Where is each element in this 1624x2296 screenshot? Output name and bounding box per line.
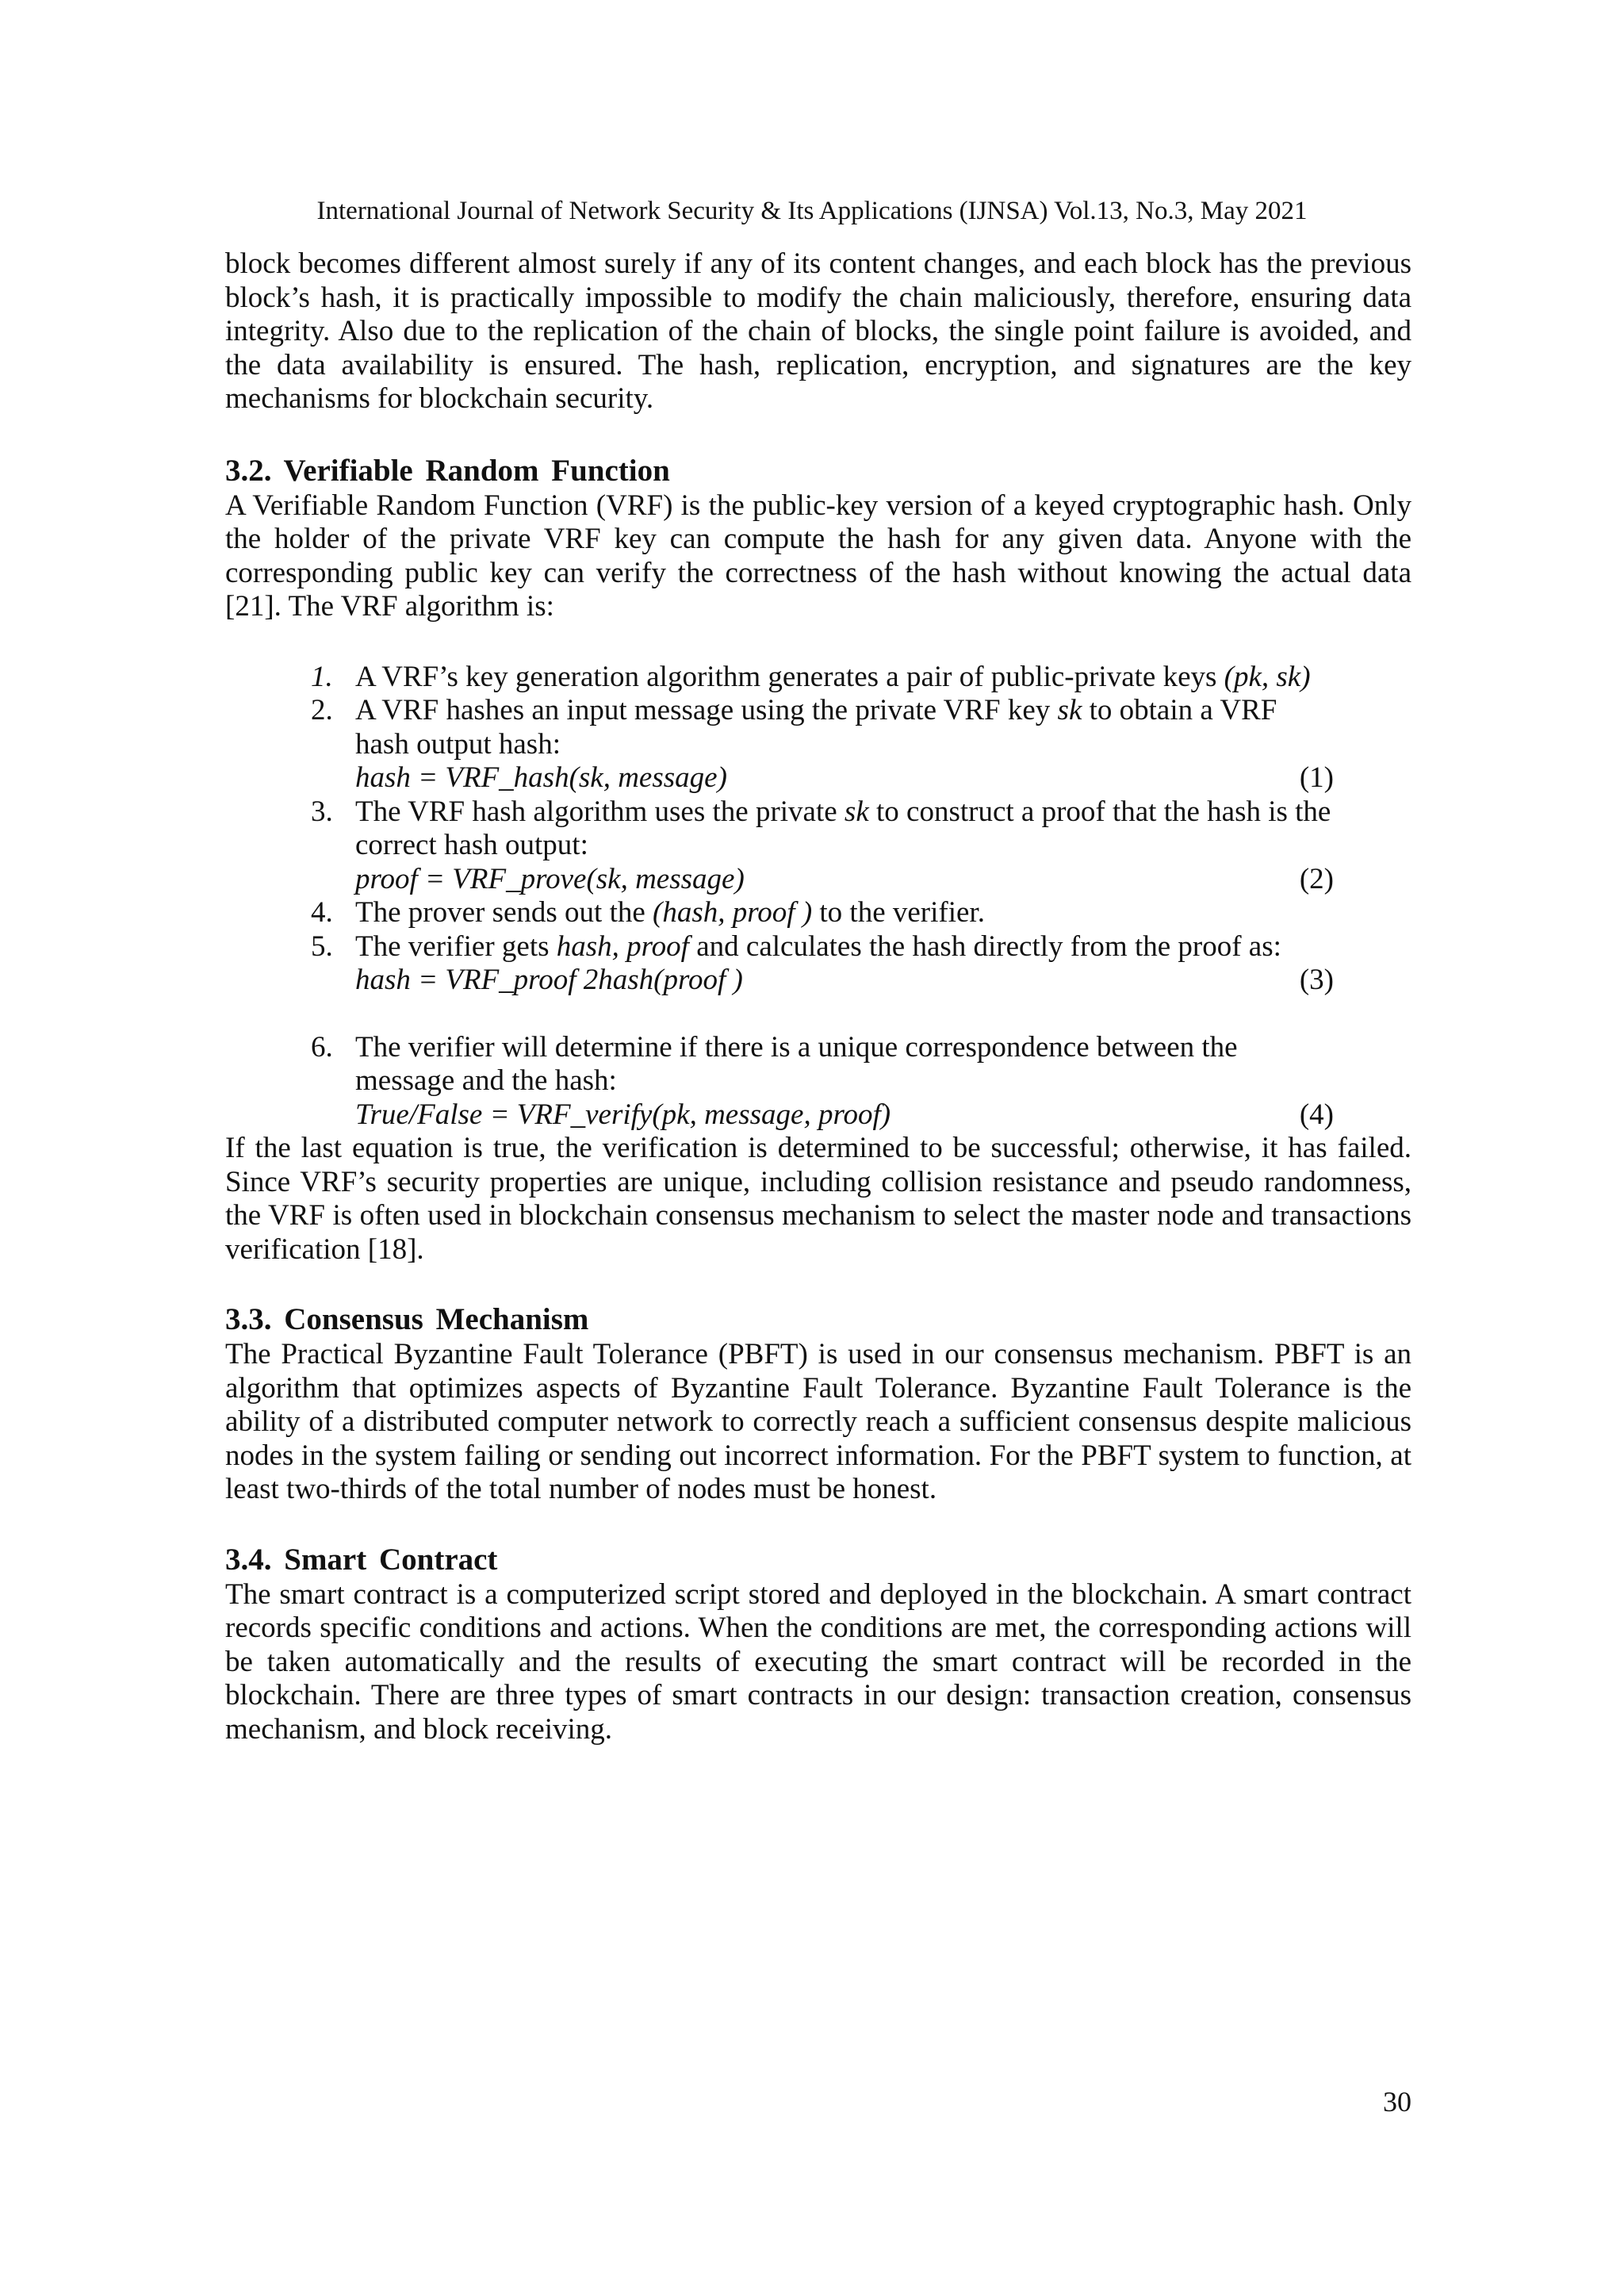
- page-number: 30: [1383, 2086, 1411, 2118]
- step-italic: (pk, sk): [1224, 660, 1311, 693]
- vrf-step-3: [311, 795, 1334, 897]
- equation-expression: proof = VRF_prove(sk, message): [355, 862, 745, 895]
- section-3-2-heading: 3.2. Verifiable Random Function: [225, 453, 670, 488]
- vrf-closing-paragraph: If the last equation is true, the verification is determined to be successful; otherwise, it has failed. Since VRF’s security properties are unique, including collision resistance and pseudo randomness, the VRF is often used in blockchain consensus mechanism to select the master node and transactions verification [18].: [225, 1132, 1411, 1266]
- step-number: 5.: [311, 930, 333, 963]
- step-text: to construct a proof that the hash is the correct hash output:: [355, 795, 1331, 861]
- step-number: 6.: [311, 1030, 333, 1064]
- step-text: A VRF hashes an input message using the private VRF key: [355, 694, 1058, 726]
- section-3-3-paragraph: The Practical Byzantine Fault Tolerance (PBFT) is used in our consensus mechanism. PBFT is an algorithm that optimizes aspects of Byzantine Fault Tolerance. Byzantine Fault Tolerance is the ability of a distributed computer network to correctly reach a sufficient consensus despite malicious nodes in the system failing or sending out incorrect information. For the PBFT system to function, at least two-thirds of the total number of nodes must be honest.: [225, 1338, 1411, 1505]
- equation-2: [355, 863, 1334, 897]
- equation-number: (2): [1299, 862, 1334, 895]
- page-body: [225, 247, 1411, 1746]
- vrf-algorithm-steps: [225, 661, 1334, 1133]
- section-3-2-paragraph: A Verifiable Random Function (VRF) is the public-key version of a keyed cryptographic hash. Only the holder of the private VRF key can compute the hash for any given data. Anyone with the corresponding public key can verify the correctness of the hash without knowing the actual data [21]. The VRF algorithm is:: [225, 489, 1411, 623]
- equation-expression: hash = VRF_proof 2hash(proof ): [355, 964, 743, 996]
- intro-paragraph: block becomes different almost surely if any of its content changes, and each block has the previous block’s hash, it is practically impossible to modify the chain maliciously, therefore, ensuring data integrity. Also due to the replication of the chain of blocks, the single point failure is avoided, and the data availability is ensured. The hash, replication, encryption, and signatures are the key mechanisms for blockchain security.: [225, 247, 1411, 415]
- step-italic: (hash, proof ): [653, 896, 813, 929]
- step-number: 2.: [311, 694, 333, 726]
- step-italic: hash, proof: [556, 930, 689, 963]
- step-text: The prover sends out the: [355, 896, 653, 929]
- section-3-4-heading: 3.4. Smart Contract: [225, 1542, 498, 1577]
- step-number: 1.: [311, 660, 333, 693]
- step-text: The verifier will determine if there is a unique correspondence between the message and the hash:: [355, 1030, 1238, 1097]
- vrf-step-5: [311, 930, 1334, 998]
- step-text: The verifier gets: [355, 930, 557, 963]
- step-text: and calculates the hash directly from the proof as:: [688, 930, 1281, 963]
- step-italic: sk: [844, 795, 869, 828]
- step-text: to the verifier.: [812, 896, 985, 929]
- step-text: A VRF’s key generation algorithm generates a pair of public-private keys: [355, 660, 1224, 693]
- vrf-step-4: [311, 896, 1334, 930]
- equation-number: (1): [1299, 761, 1334, 794]
- step-text: to obtain a VRF hash output hash:: [355, 694, 1277, 761]
- equation-expression: hash = VRF_hash(sk, message): [355, 761, 727, 794]
- section-3-3-heading: 3.3. Consensus Mechanism: [225, 1302, 589, 1336]
- step-italic: sk: [1057, 694, 1082, 726]
- step-text: The VRF hash algorithm uses the private: [355, 795, 845, 828]
- vrf-step-6: [311, 1031, 1334, 1133]
- vrf-step-1: [311, 661, 1334, 695]
- equation-number: (3): [1299, 964, 1334, 996]
- step-number: 4.: [311, 896, 333, 929]
- vrf-step-2: [311, 694, 1334, 795]
- equation-4: [355, 1098, 1334, 1133]
- section-3-4-paragraph: The smart contract is a computerized script stored and deployed in the blockchain. A smart contract records specific conditions and actions. When the conditions are met, the corresponding actions will be taken automatically and the results of executing the smart contract will be recorded in the blockchain. There are three types of smart contracts in our design: transaction creation, consensus mechanism, and block receiving.: [225, 1577, 1411, 1746]
- equation-expression: True/False = VRF_verify(pk, message, proof): [355, 1098, 891, 1131]
- equation-3: [355, 964, 1334, 998]
- running-header: International Journal of Network Security & Its Applications (IJNSA) Vol.13, No.3, May 2021: [316, 197, 1308, 225]
- equation-1: [355, 761, 1334, 795]
- step-number: 3.: [311, 795, 333, 828]
- equation-number: (4): [1299, 1098, 1334, 1131]
